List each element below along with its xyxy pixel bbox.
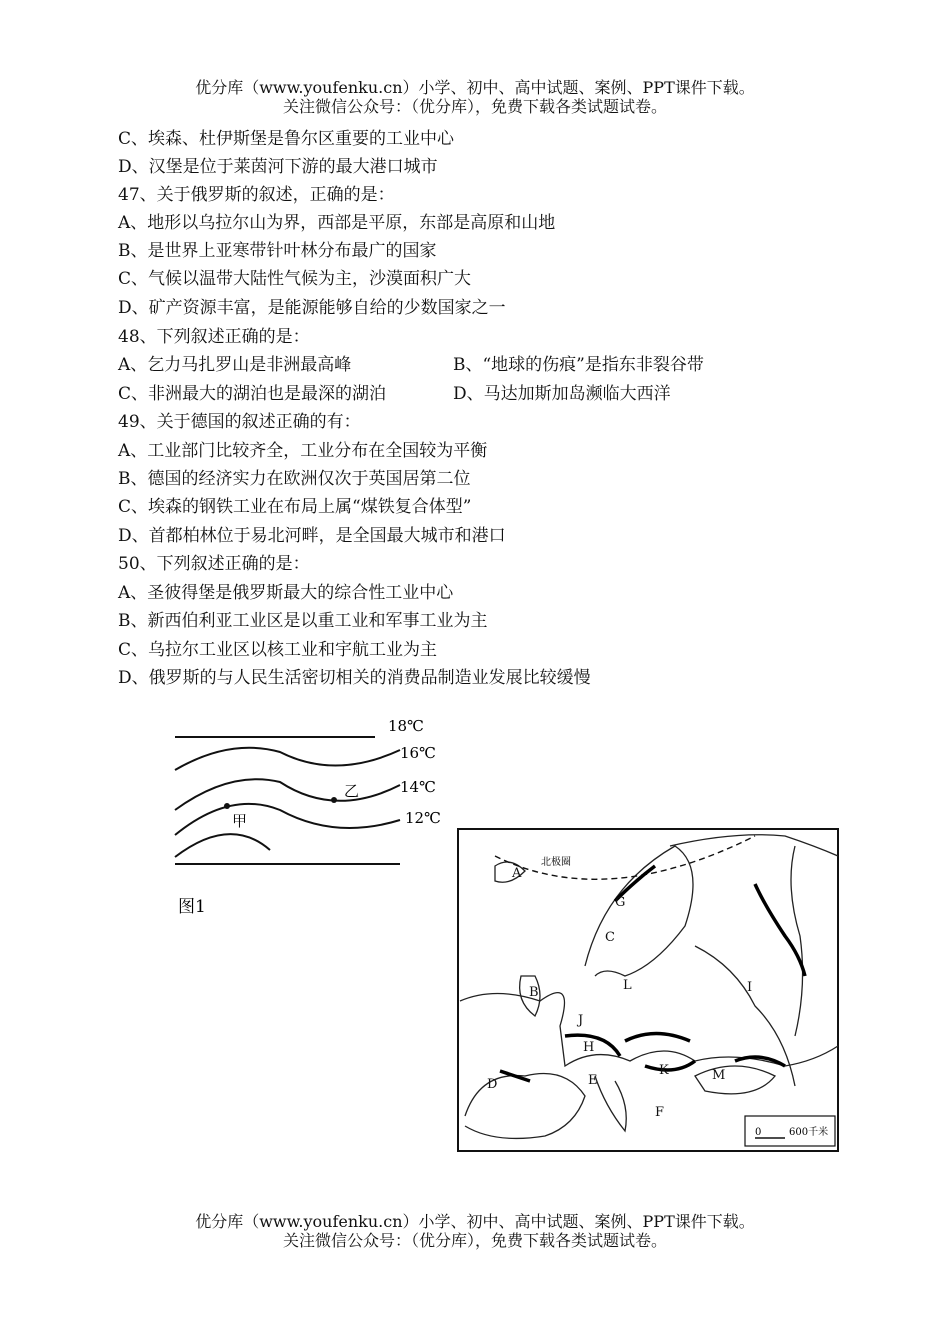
map-label-m: M: [712, 1068, 726, 1083]
footer-line-1: 优分库（www.youfenku.cn）小学、初中、高中试题、案例、PPT课件下载。: [195, 1212, 755, 1231]
europe-map: [455, 826, 841, 1154]
map-label-f: F: [655, 1105, 665, 1120]
map-label-g: G: [615, 895, 626, 910]
label-16: 16℃: [400, 744, 436, 762]
text-line: C、埃森、杜伊斯堡是鲁尔区重要的工业中心: [118, 129, 455, 149]
text-line: A、地形以乌拉尔山为界，西部是平原，东部是高原和山地: [118, 213, 556, 233]
text-line: D、俄罗斯的与人民生活密切相关的消费品制造业发展比较缓慢: [118, 668, 591, 688]
map-label-c: C: [605, 930, 615, 945]
label-18: 18℃: [388, 717, 424, 735]
header-line-2: 关注微信公众号：（优分库），免费下载各类试题试卷。: [282, 97, 667, 116]
question-47: 47、关于俄罗斯的叙述，正确的是：: [118, 185, 395, 205]
map-label-e: E: [588, 1073, 598, 1088]
isotherm-14: [175, 779, 400, 810]
map-label-j: J: [578, 1013, 584, 1028]
label-14: 14℃: [400, 778, 436, 796]
question-50: 50、下列叙述正确的是：: [118, 554, 310, 574]
text-line: A、工业部门比较齐全，工业分布在全国较为平衡: [118, 441, 488, 461]
text-line: A、圣彼得堡是俄罗斯最大的综合性工业中心: [118, 583, 454, 603]
scale-zero: 0: [755, 1127, 762, 1138]
question-49: 49、关于德国的叙述正确的有：: [118, 412, 361, 432]
page-footer: [0, 1212, 950, 1250]
text-line: B、德国的经济实力在欧洲仅次于英国居第二位: [118, 469, 471, 489]
isotherm-lower: [175, 834, 270, 857]
map-label-b: B: [529, 985, 539, 1000]
option-d: D、马达加斯加岛濒临大西洋: [453, 384, 671, 404]
footer-line-2: 关注微信公众号：（优分库），免费下载各类试题试卷。: [282, 1231, 667, 1250]
figure-caption: 图1: [178, 897, 206, 917]
text-line: D、首都柏林位于易北河畔，是全国最大城市和港口: [118, 526, 506, 546]
map-label-l: L: [623, 978, 632, 993]
text-line: B、是世界上亚寒带针叶林分布最广的国家: [118, 241, 437, 261]
map-label-k: K: [659, 1063, 669, 1078]
map-label-a: A: [512, 866, 522, 881]
arctic-circle-label: 北极圈: [541, 857, 571, 868]
option-b: B、“地球的伤痕”是指东非裂谷带: [453, 355, 704, 375]
text-line: D、矿产资源丰富，是能源能够自给的少数国家之一: [118, 298, 506, 318]
text-line: C、气候以温带大陆性气候为主，沙漠面积广大: [118, 269, 472, 289]
option-row: [118, 355, 351, 375]
map-label-d: D: [487, 1077, 498, 1092]
isotherm-12: [175, 804, 400, 835]
text-line: B、新西伯利亚工业区是以重工业和军事工业为主: [118, 611, 488, 631]
header-line-1: 优分库（www.youfenku.cn）小学、初中、高中试题、案例、PPT课件下载。: [195, 78, 755, 97]
option-c: C、非洲最大的湖泊也是最深的湖泊: [118, 384, 387, 404]
text-line: C、乌拉尔工业区以核工业和宇航工业为主: [118, 640, 438, 660]
text-line: C、埃森的钢铁工业在布局上属“煤铁复合体型”: [118, 497, 472, 517]
point-jia-dot: [224, 803, 230, 809]
point-yi-label: 乙: [344, 782, 360, 800]
isotherm-figure: [160, 710, 460, 920]
point-yi-dot: [331, 797, 337, 803]
text-line: D、汉堡是位于莱茵河下游的最大港口城市: [118, 157, 438, 177]
option-a: A、乞力马扎罗山是非洲最高峰: [118, 355, 352, 375]
scale-label: 600千米: [789, 1127, 829, 1138]
map-label-h: H: [583, 1040, 595, 1055]
page-header: [0, 78, 950, 116]
point-jia-label: 甲: [232, 812, 248, 830]
label-12: 12℃: [405, 809, 441, 827]
option-row: [118, 384, 386, 404]
map-label-i: I: [747, 980, 753, 995]
isotherm-16: [175, 748, 400, 770]
question-48: 48、下列叙述正确的是：: [118, 327, 310, 347]
